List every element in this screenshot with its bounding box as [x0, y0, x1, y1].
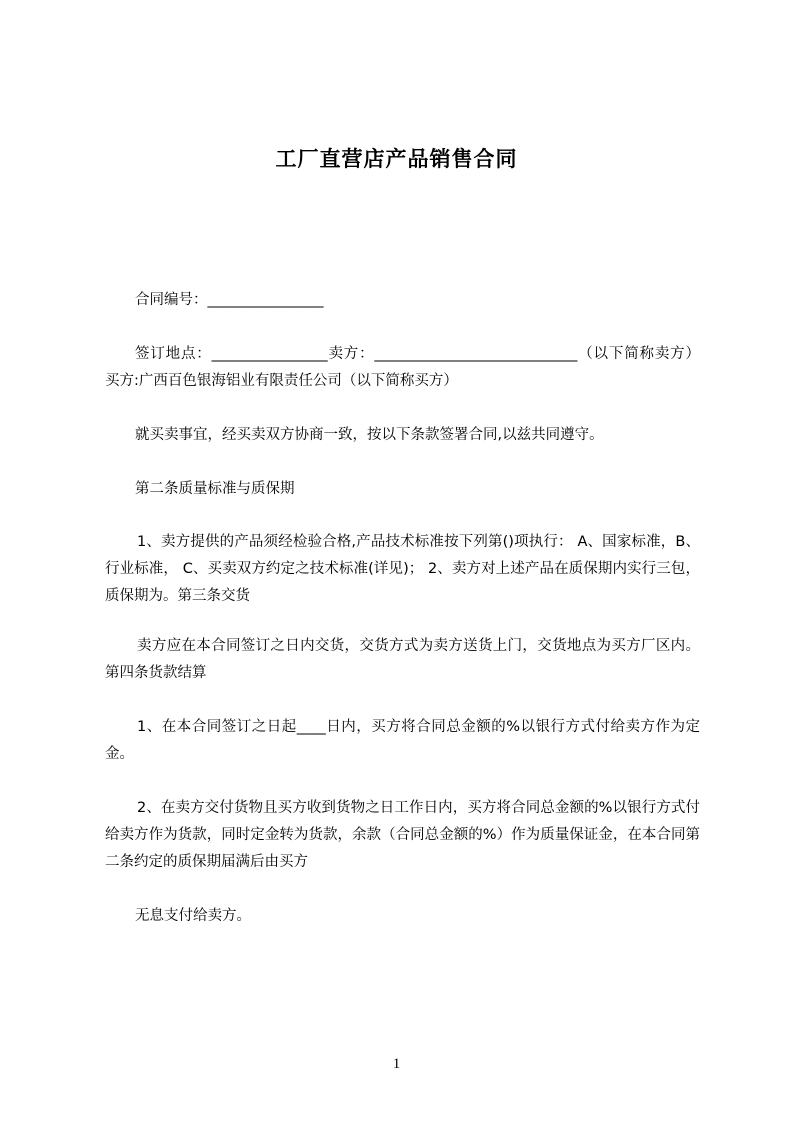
preamble-paragraph: 就买卖事宜，经买卖双方协商一致，按以下条款签署合同,以兹共同遵守。: [135, 427, 604, 443]
payment-clause-2-continued: 无息支付给卖方。: [135, 908, 251, 924]
contract-title: 工厂直营店产品销售合同: [275, 147, 518, 171]
payment-clause-1: 1、在本合同签订之日起____日内，买方将合同总金额的%以银行方式付给卖方作为定金。: [105, 719, 700, 762]
article-two-heading: 第二条质量标准与质保期: [135, 481, 295, 497]
payment-clause-2: 2、在卖方交付货物且买方收到货物之日工作日内，买方将合同总金额的%以银行方式付给卖方作为货款，同时定金转为货款，余款（合同总金额的%）作为质量保证金，在本合同第二条约定的质保期届满后由买方: [105, 800, 700, 870]
contract-number-line: 合同编号：________________: [135, 292, 324, 308]
signing-place-parties: 签订地点：________________卖方：____________________________（以下简称卖方）买方:广西百色银海铝业有限责任公司（以下简称买方）: [105, 346, 700, 389]
quality-standard-paragraph: 1、卖方提供的产品须经检验合格,产品技术标准按下列第()项执行： A、国家标准，B、行业标准， C、买卖双方约定之技术标准(详见)； 2、卖方对上述产品在质保期内实行三包，质保期为。第三条交货: [105, 534, 700, 604]
page-number: 1: [392, 1056, 401, 1072]
delivery-paragraph: 卖方应在本合同签订之日内交货，交货方式为卖方送货上门，交货地点为买方厂区内。第四条货款结算: [105, 638, 700, 681]
